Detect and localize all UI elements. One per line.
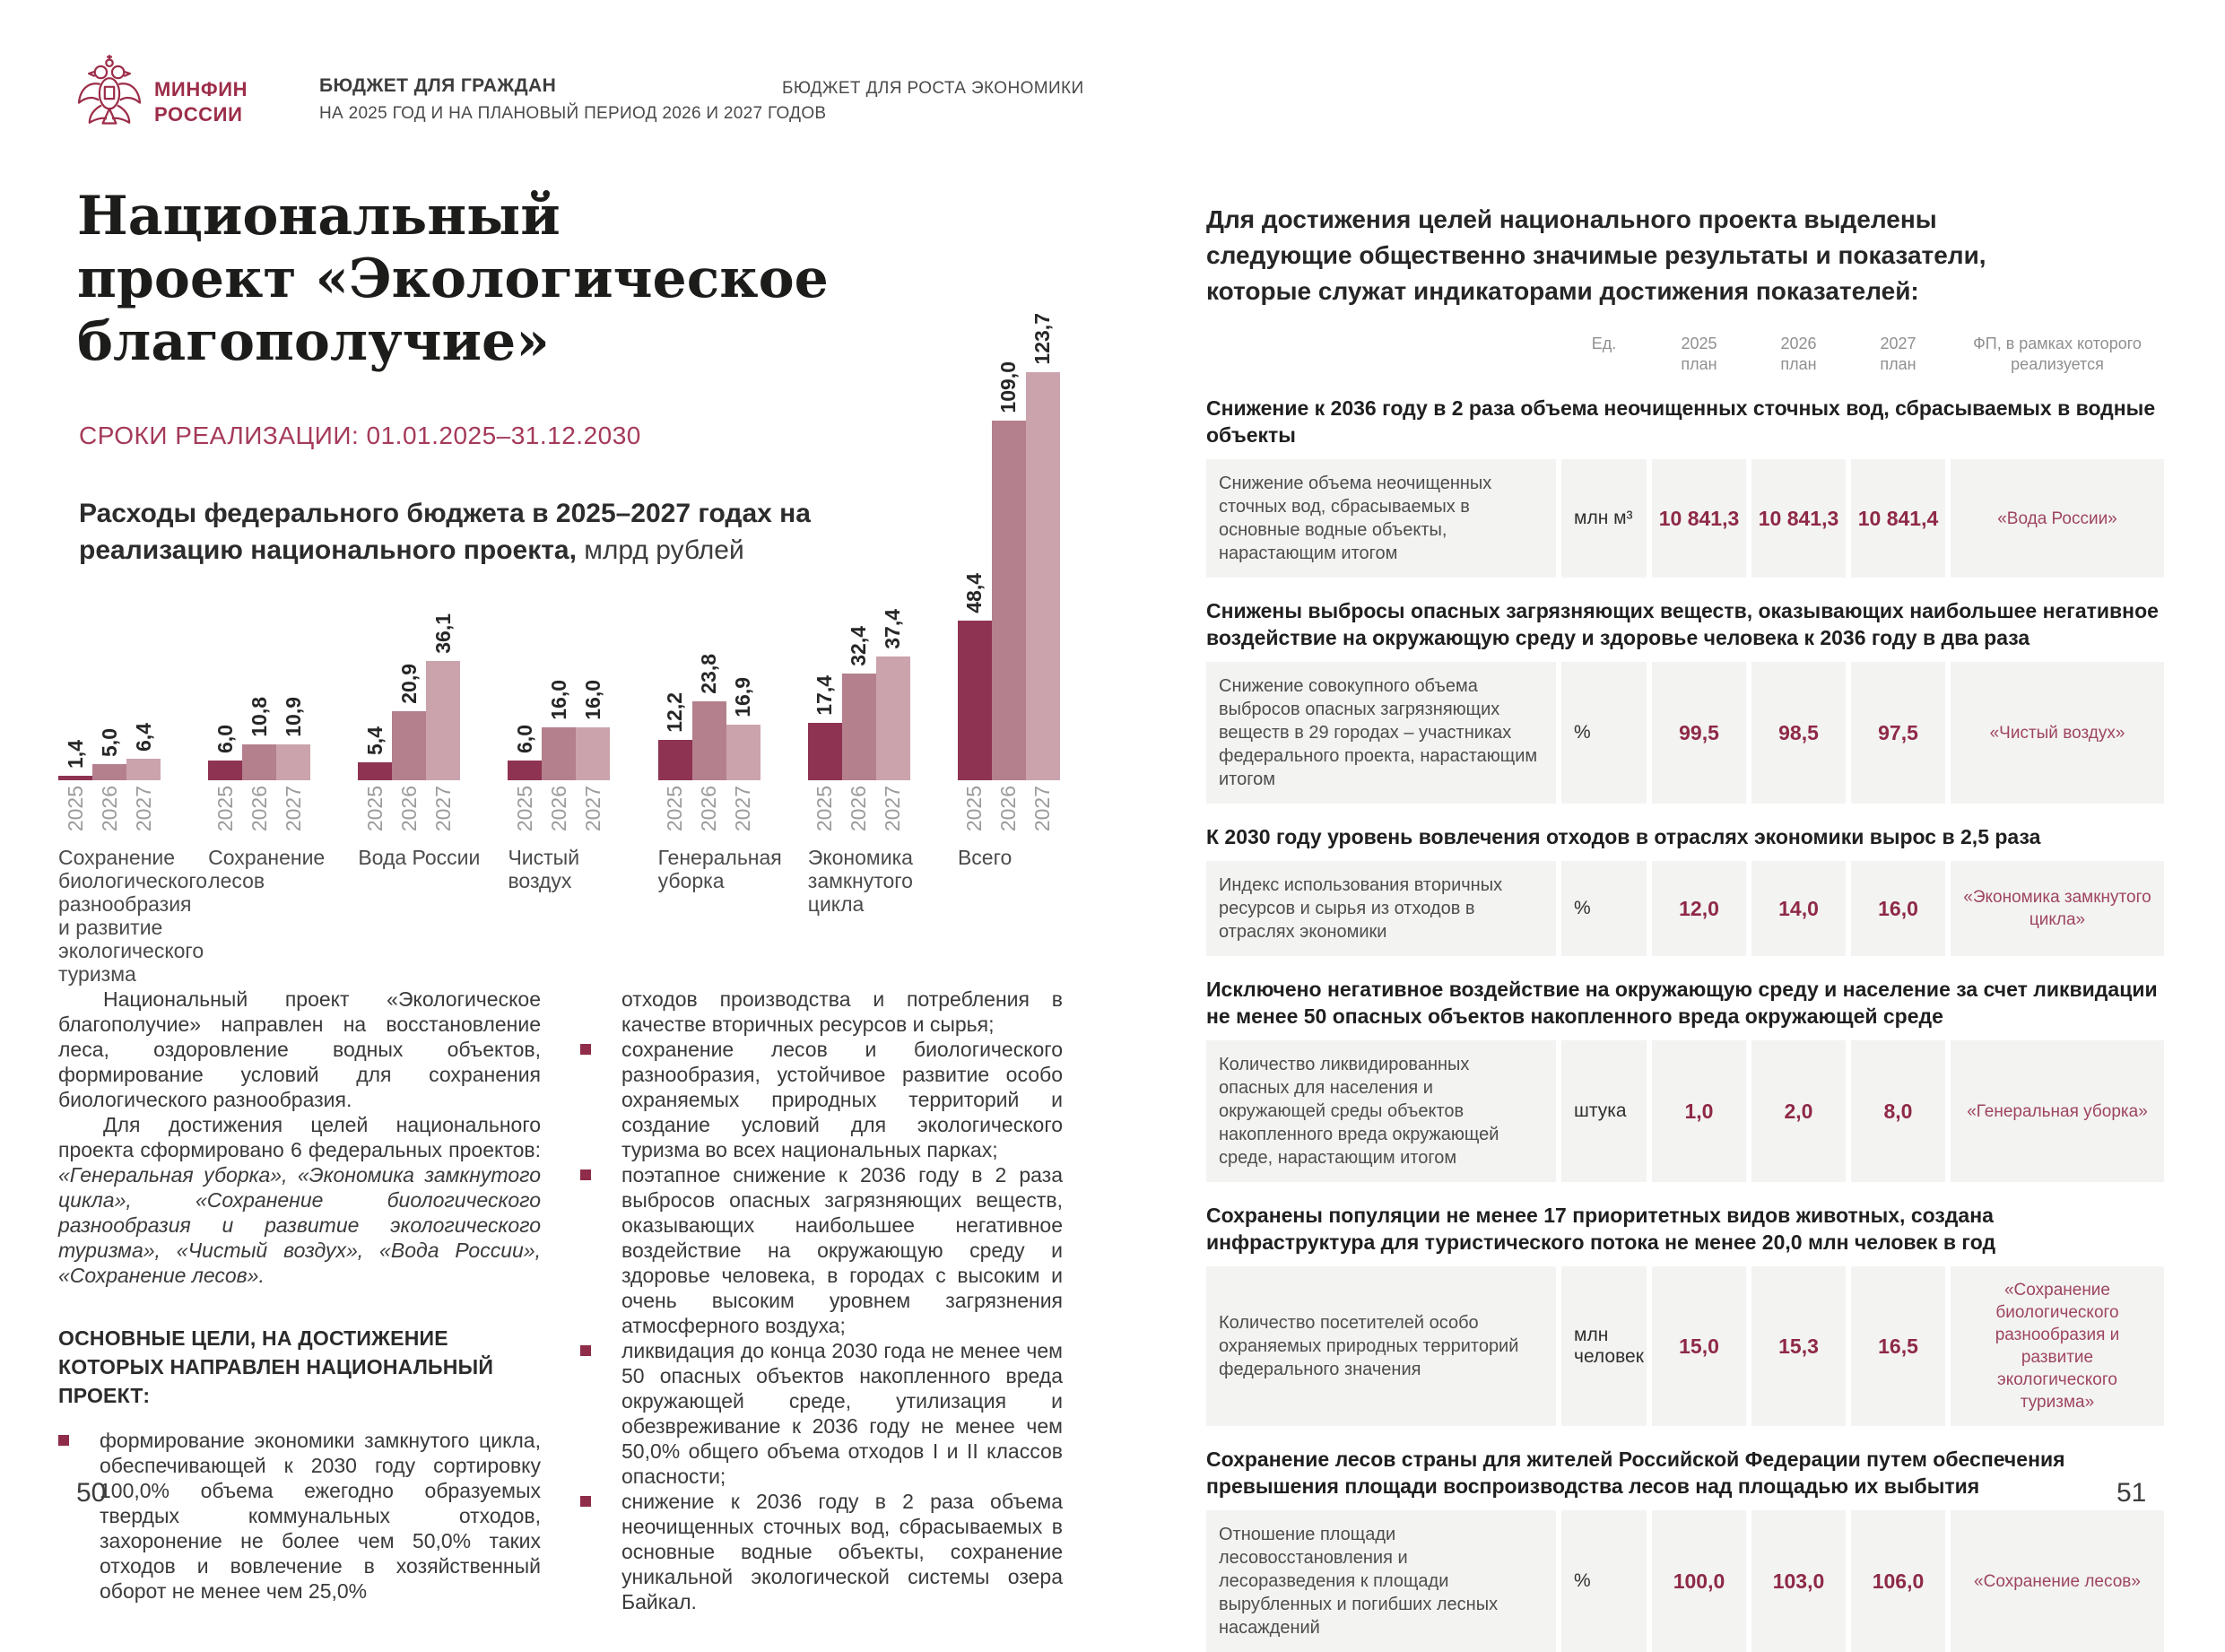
paragraph-text: Для достижения целей национального проекта сформировано 6 федеральных проектов: <box>58 1113 541 1161</box>
table-header-empty <box>1206 334 1556 375</box>
year-column <box>242 786 276 831</box>
indicator-section-heading: Сохранение лесов страны для жителей Российской Федерации путем обеспечения превышения площади воспроизводства лесов над площадью их выбытия <box>1206 1448 2065 1498</box>
goal-bullet <box>58 1428 541 1604</box>
indicator-value: 10 841,3 <box>1751 459 1846 578</box>
year-column <box>692 786 726 831</box>
indicator-description: Отношение площади лесовосстановления и лесоразведения к площади вырубленных и погибших лесных насаждений <box>1206 1510 1556 1652</box>
chart-group <box>508 265 611 986</box>
indicator-unit: % <box>1561 1510 1647 1652</box>
bar <box>658 740 692 780</box>
year-label: 2025 <box>962 786 986 832</box>
chart-group <box>657 265 782 986</box>
bar-value-label: 1,4 <box>63 740 87 769</box>
bar-column <box>392 664 426 780</box>
year-column <box>358 786 392 831</box>
table-header-cell <box>1951 334 2164 375</box>
project-title-line2: проект «Экологическое <box>77 248 829 310</box>
category-label: Генеральная уборка <box>657 846 782 893</box>
bar-value-label: 32,4 <box>847 626 871 666</box>
bar-value-label: 5,4 <box>362 726 387 755</box>
table-header-row <box>1206 334 2164 375</box>
table-header-cell <box>1561 334 1647 375</box>
chart-group <box>358 265 481 986</box>
year-label: 2025 <box>813 786 837 832</box>
chart-title-bold: Расходы федерального бюджета в 2025–2027 годах на реализацию национального проекта, <box>79 499 811 565</box>
bar-column <box>508 725 542 780</box>
bullet-square-icon <box>580 1345 591 1356</box>
bar-column <box>1026 313 1060 780</box>
indicator-value: 2,0 <box>1751 1040 1846 1182</box>
indicator-description: Снижение совокупного объема выбросов опасных загрязняющих веществ в 29 городах – участниках федерального проекта, нарастающим итогом <box>1206 662 1556 804</box>
year-column <box>958 786 992 831</box>
indicator-row <box>1206 1266 2164 1426</box>
bar-column <box>358 726 392 780</box>
year-label: 2025 <box>512 786 536 832</box>
indicator-value: 16,0 <box>1851 861 1945 956</box>
bullet-continuation: отходов производства и потребления в качестве вторичных ресурсов и сырья; <box>621 987 1063 1036</box>
bullet-square-icon <box>58 1435 69 1446</box>
bar-column <box>92 728 126 780</box>
header-line: 2027 <box>1880 335 1916 352</box>
bar-value-label: 16,0 <box>546 680 570 720</box>
indicator-unit: штука <box>1561 1040 1647 1182</box>
bullet-text: поэтапное снижение к 2036 году в 2 раза выбросов опасных загрязняющих веществ, оказывающих наибольшее негативное воздействие на окружающую среду и здоровье человека, в городах с высоким и очень высоким уровнем загрязнения атмосферного воздуха; <box>621 1163 1063 1337</box>
year-label: 2027 <box>1030 786 1055 832</box>
year-column <box>508 786 542 831</box>
indicator-description: Индекс использования вторичных ресурсов и сырья из отходов в отраслях экономики <box>1206 861 1556 956</box>
indicator-value: 15,0 <box>1652 1266 1746 1426</box>
year-column <box>808 786 842 831</box>
bar-value-label: 10,8 <box>247 697 271 737</box>
indicator-value: 12,0 <box>1652 861 1746 956</box>
bar <box>1026 372 1060 780</box>
bar <box>208 761 242 780</box>
bar-column <box>842 626 876 780</box>
year-label: 2027 <box>731 786 755 832</box>
indicator-value: 97,5 <box>1851 662 1945 804</box>
goal-bullet <box>580 1037 1063 1162</box>
bar-column <box>958 573 992 780</box>
bullet-square-icon <box>580 1044 591 1055</box>
year-column <box>276 786 310 831</box>
bar <box>842 674 876 780</box>
indicator-row <box>1206 662 2164 804</box>
header-line: Ед. <box>1591 335 1617 352</box>
year-labels <box>958 786 1061 831</box>
bar-value-label: 5,0 <box>97 728 121 757</box>
bar <box>358 762 392 780</box>
project-title-line3: благополучие» <box>77 310 550 373</box>
bar-value-label: 48,4 <box>962 573 986 613</box>
bar <box>958 621 992 780</box>
chart-group <box>808 265 911 986</box>
bar <box>58 776 92 780</box>
bar-group <box>958 265 1061 780</box>
bar-chart-groups <box>58 265 1061 986</box>
bar-column <box>426 613 460 780</box>
document-title-block <box>319 75 826 124</box>
year-labels <box>508 786 611 831</box>
year-column <box>542 786 576 831</box>
year-label: 2025 <box>213 786 237 832</box>
bar <box>392 711 426 780</box>
year-label: 2025 <box>63 786 87 832</box>
year-column <box>726 786 760 831</box>
table-header-cell <box>1851 334 1945 375</box>
indicator-unit: млн м³ <box>1561 459 1647 578</box>
header-line: 2025 <box>1681 335 1717 352</box>
year-label: 2027 <box>430 786 455 832</box>
bar-column <box>876 609 910 780</box>
federal-project-name: «Сохранение лесов» <box>1951 1510 2164 1652</box>
bar-column <box>658 692 692 780</box>
body-text <box>58 987 1063 1614</box>
goal-bullet <box>580 1489 1063 1614</box>
year-label: 2026 <box>546 786 570 832</box>
year-column <box>392 786 426 831</box>
bar-column <box>542 680 576 780</box>
year-column <box>576 786 610 831</box>
federal-project-name: «Вода России» <box>1951 459 2164 578</box>
bar-value-label: 36,1 <box>430 613 455 654</box>
implementation-dates: СРОКИ РЕАЛИЗАЦИИ: 01.01.2025–31.12.2030 <box>79 422 641 449</box>
body-paragraph <box>58 1112 541 1288</box>
category-label: Чистый воздух <box>508 846 580 893</box>
chart-group <box>58 265 208 987</box>
bar-value-label: 6,0 <box>213 725 237 753</box>
year-label: 2025 <box>362 786 387 832</box>
indicator-value: 106,0 <box>1851 1510 1945 1652</box>
indicator-value: 8,0 <box>1851 1040 1945 1182</box>
indicator-description: Количество ликвидированных опасных для населения и окружающей среды объектов накопленного вреда окружающей среде, нарастающим итогом <box>1206 1040 1556 1182</box>
page-number-left: 50 <box>76 1478 107 1508</box>
indicator-value: 98,5 <box>1751 662 1846 804</box>
indicator-section-heading: Сохранены популяции не менее 17 приоритетных видов животных, создана инфраструктура для туристического потока не менее 20,0 млн человек в год <box>1206 1204 1996 1254</box>
document-subtitle: НА 2025 ГОД И НА ПЛАНОВЫЙ ПЕРИОД 2026 И 2027 ГОДОВ <box>319 104 827 123</box>
bar <box>426 661 460 780</box>
bullet-text: формирование экономики замкнутого цикла, обеспечивающей к 2030 году сортировку 100,0% объема ежегодно образуемых твердых коммунальных отходов, захоронение не более чем 50,0% таких отходов и вовлечение в хозяйственный оборот не менее чем 25,0% <box>100 1429 541 1603</box>
bar-value-label: 6,4 <box>131 723 155 752</box>
indicator-value: 99,5 <box>1652 662 1746 804</box>
bar <box>542 727 576 780</box>
federal-project-name: «Генеральная уборка» <box>1951 1040 2164 1182</box>
year-column <box>1026 786 1060 831</box>
bar-column <box>992 361 1026 780</box>
indicator-row <box>1206 1040 2164 1182</box>
year-label: 2026 <box>847 786 871 832</box>
indicator-row <box>1206 459 2164 578</box>
category-label: Сохранение лесов <box>208 846 326 893</box>
bar-value-label: 37,4 <box>881 609 905 649</box>
indicators-heading: Для достижения целей национального проекта выделены следующие общественно значимые результаты и показатели, которые служат индикаторами достижения показателей: <box>1206 205 1986 305</box>
bar <box>126 759 161 780</box>
category-label: Всего <box>957 846 1013 870</box>
year-labels <box>358 786 461 831</box>
indicator-value: 1,0 <box>1652 1040 1746 1182</box>
body-column-2 <box>580 987 1063 1614</box>
ministry-name <box>154 77 248 127</box>
indicator-value: 100,0 <box>1652 1510 1746 1652</box>
bar-value-label: 16,9 <box>731 677 755 717</box>
year-label: 2025 <box>663 786 687 832</box>
year-labels <box>658 786 761 831</box>
budget-bar-chart <box>58 265 1061 986</box>
indicator-value: 10 841,3 <box>1652 459 1746 578</box>
bar <box>508 761 542 780</box>
federal-project-name: «Сохранение биологического разнообразия и развитие экологического туризма» <box>1951 1266 2164 1426</box>
chart-title <box>79 495 823 569</box>
ministry-name-line1: МИНФИН <box>154 78 248 100</box>
indicator-value: 16,5 <box>1851 1266 1945 1426</box>
indicator-value: 14,0 <box>1751 861 1846 956</box>
header-line: ФП, в рамках которого реализуется <box>1973 335 2142 373</box>
goals-heading: ОСНОВНЫЕ ЦЕЛИ, НА ДОСТИЖЕНИЕ КОТОРЫХ НАПРАВЛЕН НАЦИОНАЛЬНЫЙ ПРОЕКТ: <box>58 1326 494 1407</box>
bullet-text: снижение к 2036 году в 2 раза объема неочищенных сточных вод, сбрасываемых в основные водные объекты, сохранение уникальной экологической системы озера Байкал. <box>621 1490 1063 1613</box>
indicator-section-heading: Снижены выбросы опасных загрязняющих веществ, оказывающих наибольшее негативное воздействие на окружающую среду и здоровье человека к 2036 году в два раза <box>1206 599 2159 649</box>
indicator-value: 15,3 <box>1751 1266 1846 1426</box>
header-line: 2026 <box>1780 335 1817 352</box>
project-title-line1: Национальный <box>77 185 561 248</box>
year-column <box>658 786 692 831</box>
project-names-italic: «Генеральная уборка», «Экономика замкнутого цикла», «Сохранение биологического разнообразия и развитие экологического туризма», «Чистый воздух», «Вода России», «Сохранение лесов». <box>58 1163 541 1287</box>
year-labels <box>208 786 311 831</box>
bar <box>808 723 842 780</box>
bar-group <box>808 265 911 780</box>
indicator-description: Снижение объема неочищенных сточных вод, сбрасываемых в основные водные объекты, нарастающим итогом <box>1206 459 1556 578</box>
bar <box>276 744 310 780</box>
ministry-name-line2: РОССИИ <box>154 103 243 126</box>
bar-value-label: 6,0 <box>512 725 536 753</box>
bullet-square-icon <box>580 1169 591 1180</box>
bar-column <box>808 675 842 780</box>
bar-value-label: 16,0 <box>580 680 604 720</box>
indicators-table <box>1206 334 2164 1652</box>
year-column <box>126 786 161 831</box>
bar-value-label: 12,2 <box>663 692 687 733</box>
document-title: БЮДЖЕТ ДЛЯ ГРАЖДАН <box>319 75 557 96</box>
year-column <box>92 786 126 831</box>
bar-value-label: 10,9 <box>281 697 305 737</box>
bar-value-label: 123,7 <box>1030 313 1055 365</box>
bullet-text: сохранение лесов и биологического разнообразия, устойчивое развитие особо охраняемых природных территорий и создание условий для экологического туризма во всех национальных парках; <box>621 1038 1063 1161</box>
year-label: 2026 <box>97 786 121 832</box>
bullet-square-icon <box>580 1496 591 1507</box>
goal-bullet <box>580 1338 1063 1489</box>
bar-column <box>576 680 610 780</box>
category-label: Экономика замкнутого цикла <box>807 846 913 917</box>
year-column <box>876 786 910 831</box>
body-column-1 <box>58 987 541 1614</box>
bar-value-label: 17,4 <box>813 675 837 716</box>
bar-value-label: 109,0 <box>996 361 1021 413</box>
minfin-emblem-logo <box>76 52 143 131</box>
bar <box>992 421 1026 780</box>
bar <box>242 744 276 780</box>
bar-column <box>726 677 760 780</box>
year-label: 2026 <box>396 786 421 832</box>
bar <box>726 725 760 780</box>
indicator-value: 10 841,4 <box>1851 459 1945 578</box>
year-column <box>426 786 460 831</box>
goal-bullet <box>580 1162 1063 1338</box>
bar-column <box>58 740 92 780</box>
indicator-section-heading: К 2030 году уровень вовлечения отходов в отраслях экономики вырос в 2,5 раза <box>1206 825 2041 848</box>
indicator-row <box>1206 861 2164 956</box>
bar-value-label: 20,9 <box>396 664 421 704</box>
bar <box>876 656 910 780</box>
page-number-right: 51 <box>2116 1478 2147 1508</box>
header-subline: план <box>1780 355 1817 373</box>
paragraph-text: Национальный проект «Экологическое благополучие» направлен на восстановление леса, оздоровление водных объектов, формирование условий для сохранения биологического разнообразия. <box>58 987 541 1111</box>
chart-group <box>208 265 326 986</box>
bar-column <box>126 723 161 780</box>
bar <box>692 701 726 780</box>
year-label: 2027 <box>131 786 155 832</box>
indicator-unit: % <box>1561 861 1647 956</box>
federal-project-name: «Экономика замкнутого цикла» <box>1951 861 2164 956</box>
indicator-section-heading: Исключено негативное воздействие на окружающую среду и население за счет ликвидации не менее 50 опасных объектов накопленного вреда окружающей среде <box>1206 978 2158 1028</box>
table-header-cell <box>1652 334 1746 375</box>
chart-group <box>958 265 1061 986</box>
year-label: 2026 <box>996 786 1021 832</box>
body-paragraph <box>58 987 541 1112</box>
year-label: 2026 <box>697 786 721 832</box>
indicator-description: Количество посетителей особо охраняемых природных территорий федерального значения <box>1206 1266 1556 1426</box>
year-column <box>58 786 92 831</box>
table-header-cell <box>1751 334 1846 375</box>
federal-project-name: «Чистый воздух» <box>1951 662 2164 804</box>
category-label: Вода России <box>358 846 481 870</box>
indicator-unit: млн человек <box>1561 1266 1647 1426</box>
bullet-text: ликвидация до конца 2030 года не менее чем 50 опасных объектов накопленного вреда окружающей среде, утилизация и обезвреживание к 2036 году не менее чем 50,0% общего объема отходов I и II классов опасности; <box>621 1339 1063 1488</box>
bar-column <box>208 725 242 780</box>
year-column <box>208 786 242 831</box>
year-label: 2026 <box>247 786 271 832</box>
indicator-value: 103,0 <box>1751 1510 1846 1652</box>
year-column <box>842 786 876 831</box>
year-label: 2027 <box>281 786 305 832</box>
year-label: 2027 <box>580 786 604 832</box>
document-tagline: БЮДЖЕТ ДЛЯ РОСТА ЭКОНОМИКИ <box>782 79 1084 98</box>
indicator-section-heading: Снижение к 2036 году в 2 раза объема неочищенных сточных вод, сбрасываемых в водные объекты <box>1206 396 2156 447</box>
header-subline: план <box>1880 355 1916 373</box>
bar-column <box>242 697 276 780</box>
indicator-row <box>1206 1510 2164 1652</box>
indicator-unit: % <box>1561 662 1647 804</box>
chart-title-unit: млрд рублей <box>576 535 744 565</box>
year-column <box>992 786 1026 831</box>
year-label: 2027 <box>881 786 905 832</box>
bar <box>92 764 126 780</box>
bar-column <box>692 654 726 780</box>
year-labels <box>58 786 161 831</box>
header-subline: план <box>1681 355 1717 373</box>
bar-value-label: 23,8 <box>697 654 721 694</box>
bar <box>576 727 610 780</box>
bar-column <box>276 697 310 780</box>
year-labels <box>808 786 911 831</box>
category-label: Сохранение биологического разнообразия и развитие экологического туризма <box>58 846 208 987</box>
